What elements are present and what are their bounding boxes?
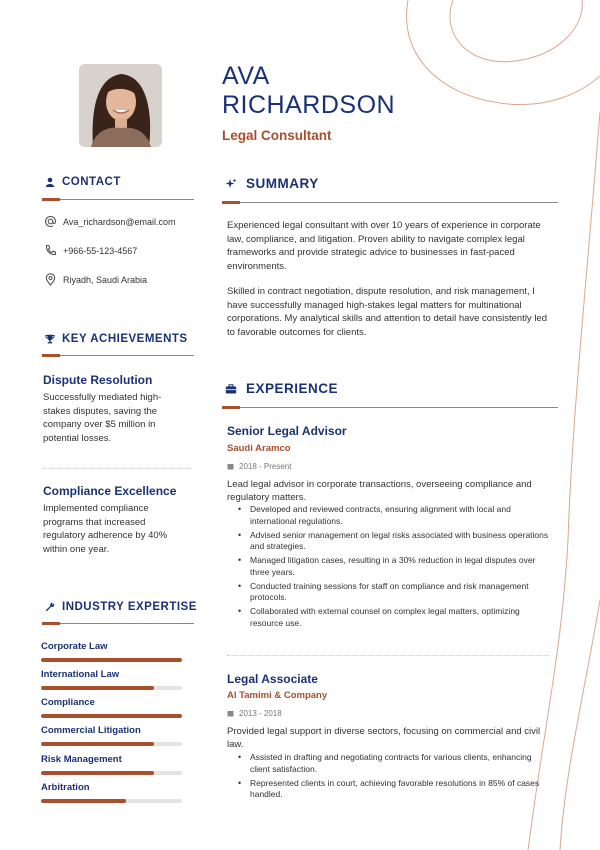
expertise-heading-label: INDUSTRY EXPERTISE bbox=[62, 601, 197, 613]
avatar-portrait bbox=[79, 64, 162, 147]
job-role-title: Legal Associate bbox=[227, 672, 318, 686]
skill-bar bbox=[41, 742, 182, 746]
job-summary: Provided legal support in diverse sectors, focusing on commercial and civil law. bbox=[227, 726, 541, 750]
contact-location bbox=[44, 273, 147, 286]
job-bullet: • Represented clients in court, achieving favorable resolutions in 85% of cases handled. bbox=[237, 778, 549, 801]
job-company: Al Tamimi & Company bbox=[227, 690, 328, 701]
summary-paragraph: Skilled in contract negotiation, dispute resolution, and risk management, I have successfully managed high-stakes legal matters for multinational corporations. My analytical skills and attention to detail have consistently led to favorable outcomes for clients. bbox=[227, 286, 548, 338]
phone-icon bbox=[44, 244, 57, 257]
achievements-heading-label: KEY ACHIEVEMENTS bbox=[62, 333, 188, 345]
contact-divider bbox=[42, 199, 194, 200]
phone-text: +966-55-123-4567 bbox=[63, 245, 138, 256]
skill-label: Arbitration bbox=[41, 782, 90, 793]
calendar-icon bbox=[227, 463, 234, 470]
job-role-title: Senior Legal Advisor bbox=[227, 424, 347, 438]
achievement-text: Implemented compliance programs that increased regulatory adherence by 40% within one year. bbox=[43, 503, 168, 555]
job-dates-text: 2018 - Present bbox=[239, 462, 292, 471]
summary-heading-label: SUMMARY bbox=[246, 176, 319, 191]
job-separator bbox=[227, 655, 549, 656]
achievement-title: Dispute Resolution bbox=[43, 373, 153, 387]
experience-heading bbox=[224, 381, 338, 396]
job-bullet: • Advised senior management on legal risks associated with business operations and strategies. bbox=[237, 530, 549, 553]
contact-phone[interactable] bbox=[44, 244, 137, 257]
calendar-icon bbox=[227, 710, 234, 717]
skill-bar bbox=[41, 714, 182, 718]
job-dates bbox=[227, 709, 282, 718]
skill-bar-fill bbox=[41, 686, 154, 690]
job-dates bbox=[227, 462, 291, 471]
achievements-heading bbox=[44, 333, 188, 345]
achievement-separator bbox=[43, 468, 191, 469]
skill-bar bbox=[41, 771, 182, 775]
skill-bar bbox=[41, 658, 182, 662]
briefcase-icon bbox=[224, 382, 238, 396]
wrench-icon bbox=[44, 601, 56, 613]
skill-bar-fill bbox=[41, 714, 182, 718]
job-bullets bbox=[237, 504, 549, 632]
location-text: Riyadh, Saudi Arabia bbox=[63, 274, 148, 285]
contact-heading-label: CONTACT bbox=[62, 176, 121, 188]
job-bullet: • Conducted training sessions for staff on compliance and risk management protocols. bbox=[237, 581, 549, 604]
job-bullet: • Assisted in drafting and negotiating contracts for various clients, enhancing client satisfaction. bbox=[237, 752, 549, 775]
contact-heading bbox=[44, 176, 121, 188]
skill-bar-fill bbox=[41, 658, 182, 662]
skill-bar-fill bbox=[41, 799, 126, 803]
job-bullet: • Managed litigation cases, resulting in a 30% reduction in legal disputes over three years. bbox=[237, 555, 549, 578]
skill-bar bbox=[41, 686, 182, 690]
job-title: Legal Consultant bbox=[222, 128, 332, 143]
job-bullets bbox=[237, 752, 549, 803]
expertise-heading bbox=[44, 601, 197, 613]
email-text: Ava_richardson@email.com bbox=[63, 216, 176, 227]
skill-bar bbox=[41, 799, 182, 803]
map-pin-icon bbox=[44, 273, 57, 286]
experience-heading-label: EXPERIENCE bbox=[246, 381, 339, 396]
job-dates-text: 2013 - 2018 bbox=[239, 709, 282, 718]
achievement-text: Successfully mediated high-stakes disputes, saving the company over $5 million in potential losses. bbox=[43, 392, 162, 444]
contact-email[interactable] bbox=[44, 215, 176, 228]
experience-divider bbox=[222, 407, 558, 408]
skill-label: Compliance bbox=[41, 697, 95, 708]
summary-heading bbox=[224, 176, 319, 191]
skill-label: Risk Management bbox=[41, 754, 122, 765]
skill-label: Corporate Law bbox=[41, 641, 108, 652]
sparkle-icon bbox=[224, 177, 238, 191]
candidate-name: AVA RICHARDSON bbox=[222, 62, 396, 119]
job-bullet: • Collaborated with external counsel on complex legal matters, optimizing resource use. bbox=[237, 606, 549, 629]
achievement-title: Compliance Excellence bbox=[43, 484, 177, 498]
skill-bar-fill bbox=[41, 771, 154, 775]
skill-bar-fill bbox=[41, 742, 154, 746]
job-summary: Lead legal advisor in corporate transactions, overseeing compliance and regulatory matters. bbox=[227, 479, 532, 503]
profile-photo bbox=[79, 64, 162, 147]
at-sign-icon bbox=[44, 215, 57, 228]
job-company: Saudi Aramco bbox=[227, 443, 291, 454]
summary-paragraph: Experienced legal consultant with over 10 years of experience in corporate law, compliance, and litigation. Proven ability to navigate complex legal frameworks and provide strategic advice to businesses in fast-paced environments. bbox=[227, 220, 541, 272]
summary-divider bbox=[222, 202, 558, 203]
job-bullet: • Developed and reviewed contracts, ensuring alignment with local and international regulations. bbox=[237, 504, 549, 527]
skill-label: International Law bbox=[41, 669, 120, 680]
expertise-divider bbox=[42, 623, 194, 624]
person-icon bbox=[44, 176, 56, 188]
skill-label: Commercial Litigation bbox=[41, 725, 141, 736]
trophy-icon bbox=[44, 333, 56, 345]
achievements-divider bbox=[42, 355, 194, 356]
